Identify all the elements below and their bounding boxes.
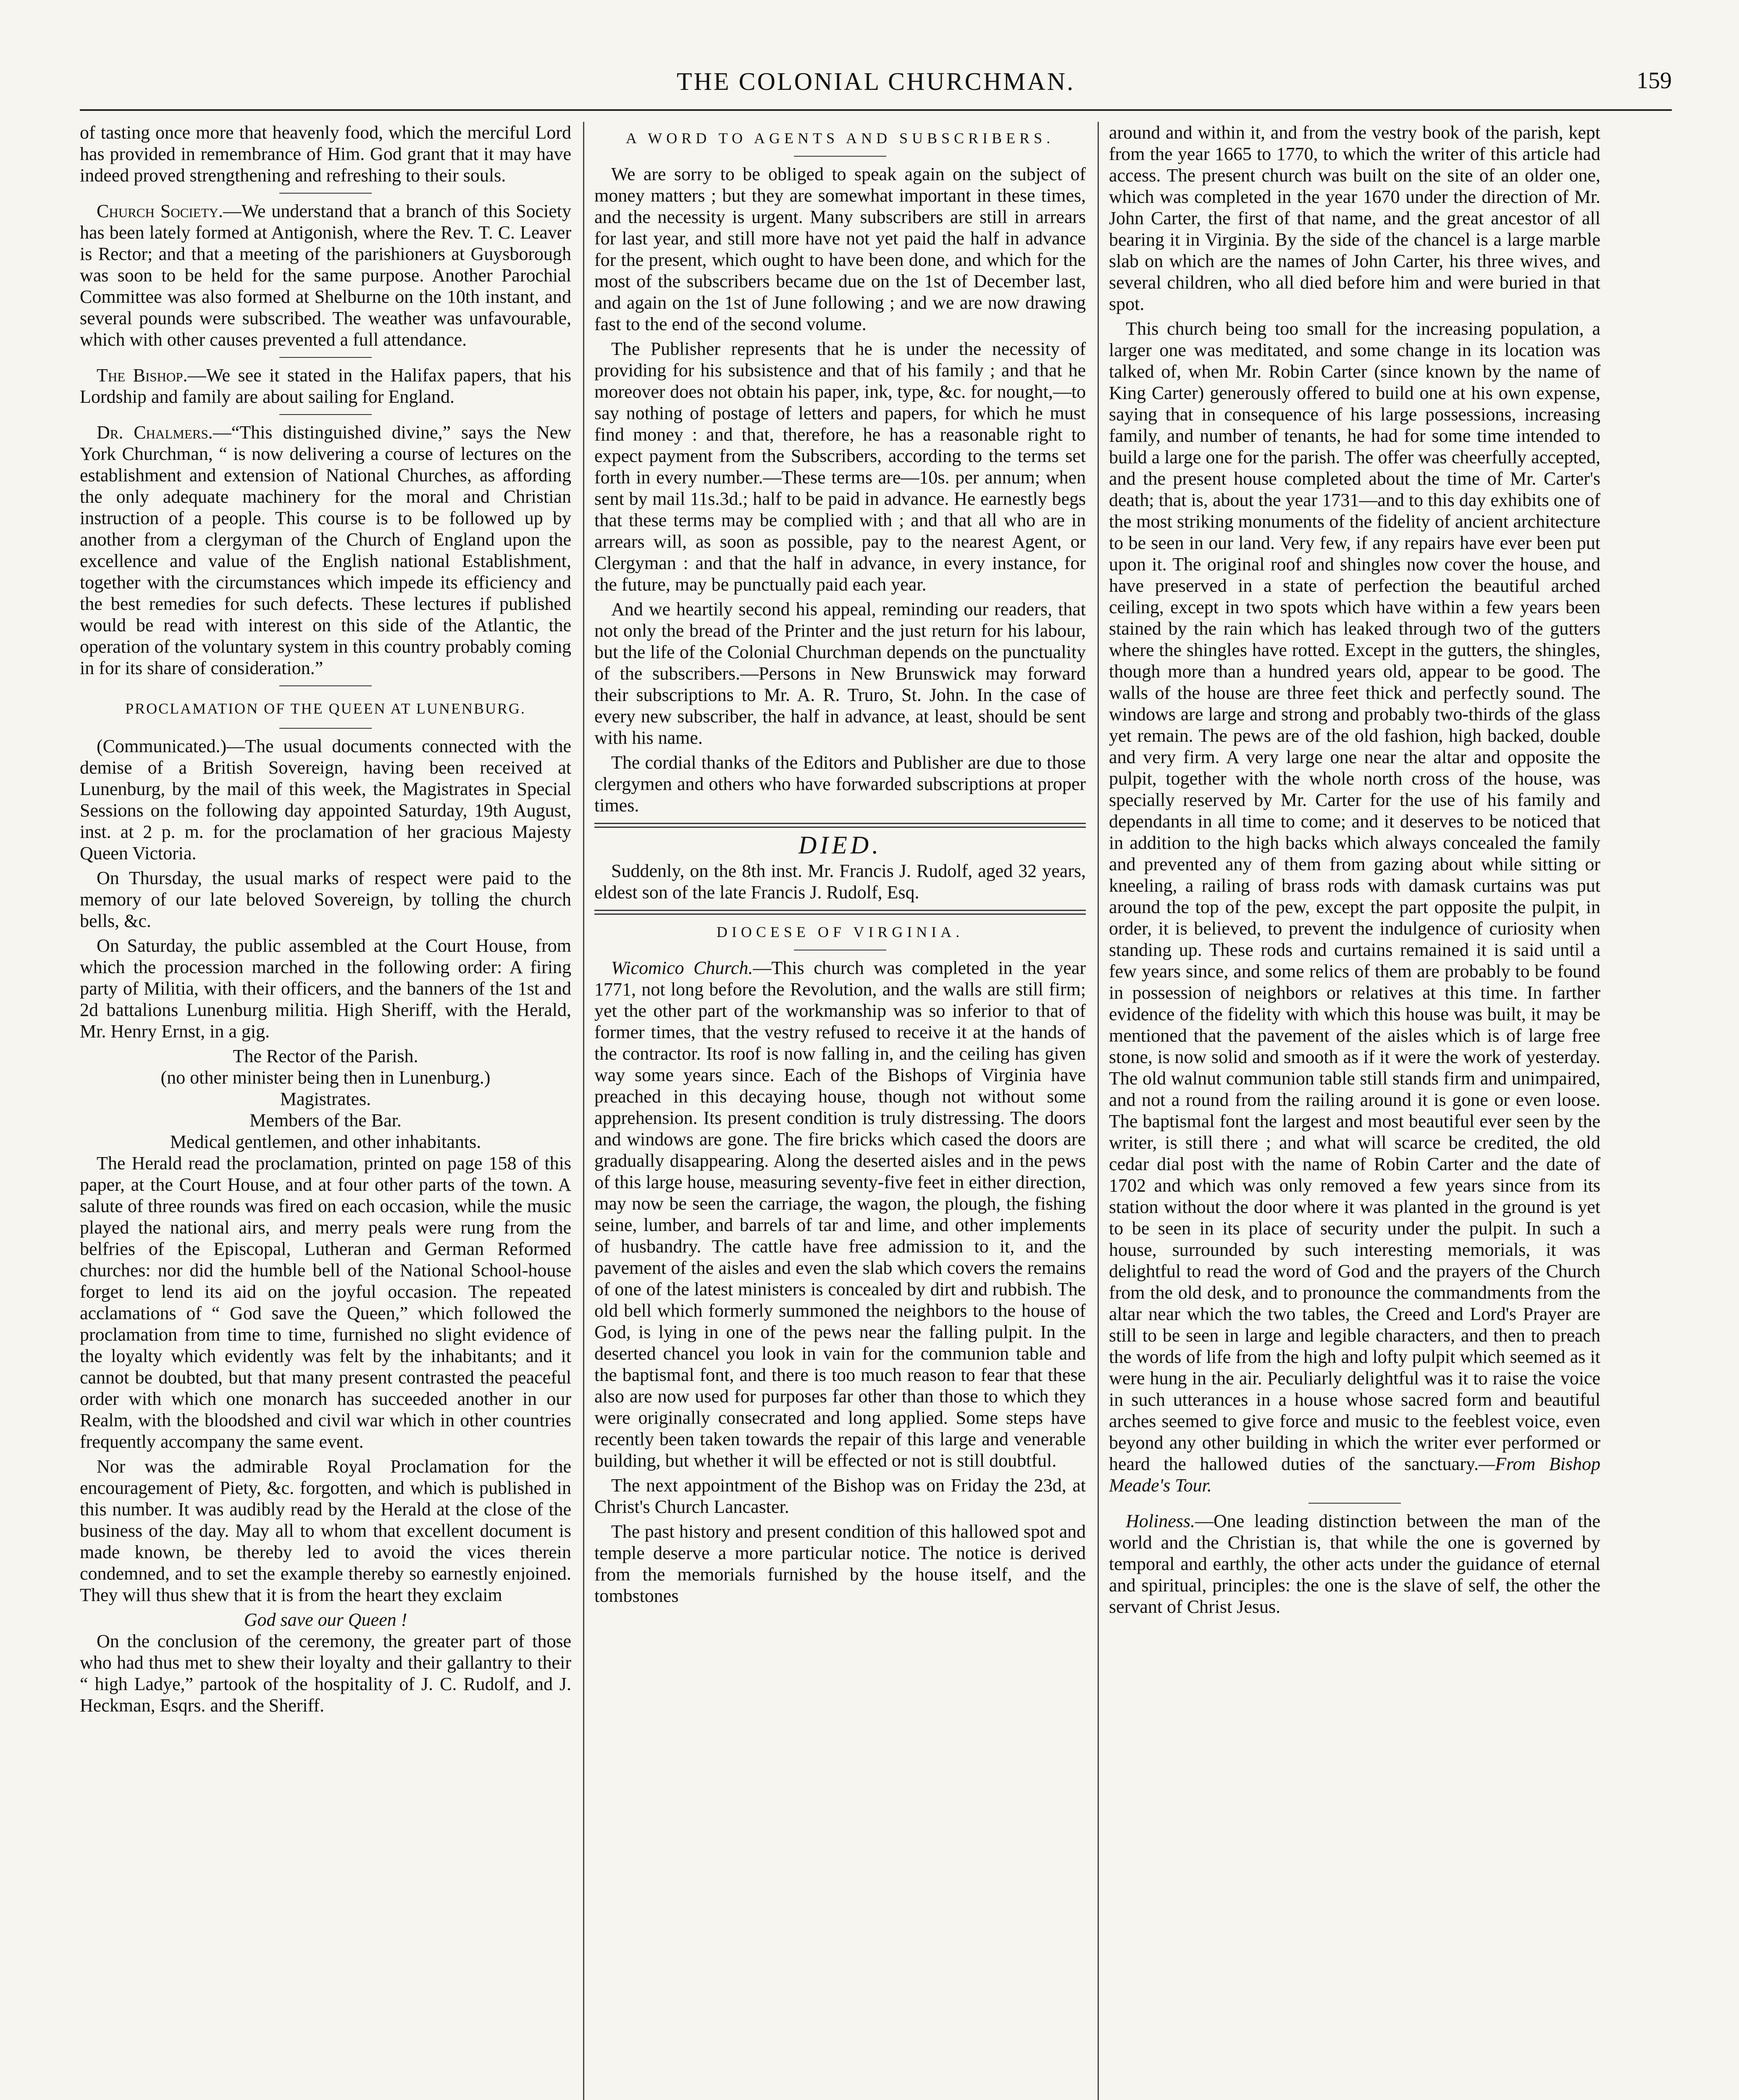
god-save-the-queen: God save our Queen ! [244, 1609, 407, 1630]
procession-order-3: Magistrates. [280, 1089, 371, 1109]
holiness-article [1109, 1510, 1600, 1617]
page-number: 159 [1637, 68, 1672, 94]
procession-order-2: (no other minister being then in Lunenburg.) [160, 1067, 491, 1088]
chalmers-article [80, 422, 571, 679]
lancaster-source: —From Bishop Meade's Tour. [1109, 1454, 1600, 1496]
lancaster-paragraph-2 [1109, 318, 1600, 1496]
wicomico-article [594, 957, 1086, 1471]
column-3 [1109, 122, 1600, 2100]
column-divider-2 [1098, 122, 1099, 2100]
header-rule [80, 109, 1672, 111]
holiness-text: —One leading distinction between the man of the world and the Christian is, that while the one is governed by temporal and earthly, the other acts under the guidance of eternal and spiritual, principles: the one is the slave of self, the other the servant of Christ Jesus. [1109, 1511, 1600, 1617]
died-heading: DIED. [798, 831, 882, 859]
agents-heading: A WORD TO AGENTS AND SUBSCRIBERS. [625, 130, 1055, 147]
separator [279, 414, 372, 415]
double-rule [594, 823, 1086, 828]
separator [279, 357, 372, 358]
double-rule [594, 910, 1086, 915]
died-notice: Suddenly, on the 8th inst. Mr. Francis J. Rudolf, aged 32 years, eldest son of the late Francis J. Rudolf, Esq. [594, 861, 1086, 903]
church-society-lead: Church Society. [97, 201, 223, 221]
proclamation-paragraph-6: On the conclusion of the ceremony, the greater part of those who had thus met to shew their loyalty and their gallantry to their “ high Ladye,” partook of the hospitality of J. C. Rudolf, and J. Heckman, Esqrs. and the Sheriff. [80, 1631, 571, 1716]
bishop-lead: The Bishop. [97, 365, 188, 386]
separator [279, 193, 372, 194]
chalmers-text: —“This distinguished divine,” says the New York Churchman, “ is now delivering a course of lectures on the establishment and extension of National Churches, as affording the only adequate machinery for the moral and Christian instruction of a people. This course is to be followed up by another from a clergyman of the Church of England upon the excellence and value of the English national Establishment, together with the circumstances which impede its efficiency and the best remedies for such defects. These lectures if published would be read with interest on this side of the Atlantic, the operation of the voluntary system in this country probably coming in for its share of consideration.” [80, 422, 571, 678]
procession-order-1: The Rector of the Parish. [233, 1046, 418, 1066]
agents-paragraph-2: The Publisher represents that he is under the necessity of providing for his subsistence and that of his family ; and that he moreover does not obtain his paper, ink, type, &c. for nought,—to say nothing of postage of letters and papers, for which he must find money : and that, therefore, he has a reasonable right to expect payment from the Subscribers, according to the terms set forth in every number.—These terms are—10s. per annum; when sent by mail 11s.3d.; half to be paid in advance. He earnestly begs that these terms may be complied with ; and that all who are in arrears will, as soon as possible, pay to the nearest Agent, or Clergyman : and that the half in advance, in every instance, for the future, may be punctually paid each year. [594, 339, 1086, 595]
page-header [80, 67, 1672, 105]
wicomico-paragraph-3: The past history and present condition of this hallowed spot and temple deserve a more particular notice. The notice is derived from the memorials furnished by the house itself, and the tombstones [594, 1521, 1086, 1606]
opening-paragraph: of tasting once more that heavenly food, which the merciful Lord has provided in remembrance of Him. God grant that it may have indeed proved strengthening and refreshing to their souls. [80, 122, 571, 186]
proclamation-heading: PROCLAMATION OF THE QUEEN AT LUNENBURG. [125, 700, 526, 717]
column-2 [594, 122, 1086, 2100]
agents-paragraph-1: We are sorry to be obliged to speak again on the subject of money matters ; but they are somewhat important in these times, and the necessity is urgent. Many subscribers are still in arrears for last year, and still more have not yet paid the half in advance for the present, which ought to have been done, and which for the most of the subscribers became due on the 1st of December last, and again on the 1st of June following ; and we are now drawing fast to the end of the second volume. [594, 164, 1086, 334]
agents-paragraph-4: The cordial thanks of the Editors and Publisher are due to those clergymen and others who have forwarded subscriptions at proper times. [594, 752, 1086, 816]
agents-paragraph-3: And we heartily second his appeal, reminding our readers, that not only the bread of the Printer and the just return for his labour, but the life of the Colonial Churchman depends on the punctuality of the subscribers.—Persons in New Brunswick may forward their subscriptions to Mr. A. R. Truro, St. John. In the case of every new subscriber, the half in advance, at least, should be sent with his name. [594, 599, 1086, 748]
separator [794, 156, 886, 157]
proclamation-paragraph-2: On Thursday, the usual marks of respect were paid to the memory of our late beloved Sovereign, by tolling the church bells, &c. [80, 868, 571, 931]
procession-order-5: Medical gentlemen, and other inhabitants. [170, 1131, 481, 1152]
separator [1308, 1503, 1401, 1504]
lancaster-text: This church being too small for the increasing population, a larger one was meditated, and some change in its location was talked of, when Mr. Robin Carter (since known by the name of King Carter) generously offered to build one at his own expense, saying that in consequence of his large possessions, increasing family, and number of tenants, he had for some time intended to build a large one for the parish. The offer was cheerfully accepted, and the present house completed about the time of Mr. Carter's death; that is, about the year 1731—and to this day exhibits one of the most striking monuments of the fidelity of ancient architecture to be seen in our land. Very few, if any repairs have ever been put upon it. The original roof and shingles now cover the house, and have preserved in a state of perfection the beautiful arched ceiling, except in two spots which have within a few years been stained by the rain which has leaked through two of the gutters where the shingles have rotted. Except in the gutters, the shingles, though more than a hundred years old, appear to be good. The walls of the house are three feet thick and perfectly sound. The windows are large and strong and probably two-thirds of the glass yet remain. The pews are of the old fashion, high backed, double and very firm. A very large one near the altar and opposite the pulpit, together with the whole north cross of the house, was specially reserved by Mr. Carter for the use of his family and dependants in all time to come; and it deserves to be noticed that in addition to the high backs which always concealed the family and prevented any of them from gazing about while sitting or kneeling, a railing of brass rods with damask curtains was put around the top of the pew, except the part opposite the pulpit, in order, it is believed, to prevent the indulgence of curiosity when standing up. These rods and curtains remained it is said until a few years since, and some relics of them are probably to be found in possession of neighbors or relatives at this time. In farther evidence of the fidelity with which this house was built, it may be mentioned that the pavement of the aisles which is of large free stone, is now solid and smooth as if it were the work of yesterday. The old walnut communion table still stands firm and unimpaired, and not a round from the railing around it is gone or even loose. The baptismal font the largest and most beautiful ever seen by the writer, is still there ; and what will scarce be credited, the old cedar dial post with the name of Robin Carter and the date of 1702 and which was only removed a few years since from its station without the door where it was planted in the ground is yet to be seen in its place of security under the pulpit. In such a house, surrounded by such interesting memorials, it was delightful to read the word of God and the prayers of the Church from the old desk, and to pronounce the commandments from the altar near which the two tables, the Creed and Lord's Prayer are still to be seen in large and legible characters, and then to preach the words of life from the high and lofty pulpit which seemed as it were hung in the air. Peculiarly delightful was it to raise the voice in such utterances in a house whose sacred form and beautiful arches seemed to give force and music to the feeblest voice, even beyond any other building in which the writer ever performed or heard the hallowed duties of the sanctuary. [1109, 318, 1600, 1474]
column-1 [80, 122, 571, 2100]
wicomico-lead: Wicomico Church. [611, 958, 753, 978]
separator [279, 728, 372, 729]
proclamation-paragraph-5: Nor was the admirable Royal Proclamation for the encouragement of Piety, &c. forgotten, and which is published in this number. It was audibly read by the Herald at the close of the business of the day. May all to whom that excellent document is made known, be thereby led to avoid the vices therein condemned, and to set the example thereby so earnestly enjoined. They will thus shew that it is from the heart they exclaim [80, 1456, 571, 1605]
church-society-article [80, 200, 571, 350]
newspaper-title: THE COLONIAL CHURCHMAN. [676, 68, 1075, 95]
wicomico-paragraph-2: The next appointment of the Bishop was on Friday the 23d, at Christ's Church Lancaster. [594, 1475, 1086, 1517]
proclamation-paragraph-1: (Communicated.)—The usual documents connected with the demise of a British Sovereign, having been received at Lunenburg, by the mail of this week, the Magistrates in Special Sessions on the following day appointed Saturday, 19th August, inst. at 2 p. m. for the proclamation of her gracious Majesty Queen Victoria. [80, 736, 571, 864]
proclamation-paragraph-4: The Herald read the proclamation, printed on page 158 of this paper, at the Court House, and at four other parts of the town. A salute of three rounds was fired on each occasion, while the music played the national airs, and merry peals were rung from the belfries of the Episcopal, Lutheran and German Reformed churches: nor did the humble bell of the National School-house forget to lend its aid on the joyful occasion. The repeated acclamations of “ God save the Queen,” which followed the proclamation from time to time, furnished no slight evidence of the loyalty which evidently was felt by the inhabitants; and it cannot be doubted, but that many present contrasted the peaceful order with which one monarch has succeeded another in our Realm, with the bloodshed and civil war which in other countries frequently accompany the same event. [80, 1153, 571, 1452]
procession-order-4: Members of the Bar. [250, 1110, 402, 1131]
wicomico-text: —This church was completed in the year 1771, not long before the Revolution, and the walls are still firm; yet the other part of the workmanship was so inferior to that of former times, that the vestry refused to receive it at the hands of the contractor. Its roof is now falling in, and the ceiling has given way some years since. Each of the Bishops of Virginia have preached in this decaying house, though not without some apprehension. Its present condition is truly distressing. The doors and windows are gone. The fire bricks which cased the doors are gradually disappearing. Along the deserted aisles and in the pews of this large house, measuring seventy-five feet in either direction, may now be seen the carriage, the wagon, the plough, the fishing seine, lumber, and barrels of tar and lime, and other implements of husbandry. The cattle have free admission to it, and the pavement of the aisles and even the slab which covers the remains of one of the latest ministers is concealed by dirt and rubbish. The old bell which formerly summoned the neighbors to the house of God, is lying in one of the pews near the falling pulpit. In the deserted chancel you look in vain for the communion table and the baptismal font, and there is too much reason to fear that these also are now used for purposes far other than those to which they were originally consecrated and long applied. Some steps have recently been taken towards the repair of this large and venerable building, but whether it will be effected or not is still doubtful. [594, 958, 1086, 1471]
bishop-article [80, 365, 571, 407]
proclamation-paragraph-3: On Saturday, the public assembled at the Court House, from which the procession marched in the following order: A firing party of Militia, with their officers, and the banners of the 1st and 2d battalions Lunenburg militia. High Sheriff, with the Herald, Mr. Henry Ernst, in a gig. [80, 935, 571, 1042]
chalmers-lead: Dr. Chalmers. [97, 422, 213, 443]
bishop-text: —We see it stated in the Halifax papers, that his Lordship and family are about sailing for England. [80, 365, 571, 407]
separator [279, 685, 372, 686]
church-society-text: —We understand that a branch of this Society has been lately formed at Antigonish, where the Rev. T. C. Leaver is Rector; and that a meeting of the parishioners at Guysborough was soon to be held for the same purpose. Another Parochial Committee was also formed at Shelburne on the 10th instant, and several pounds were subscribed. The weather was unfavourable, which with other causes prevented a full attendance. [80, 201, 571, 350]
holiness-lead: Holiness. [1126, 1511, 1195, 1531]
diocese-heading: DIOCESE OF VIRGINIA. [716, 924, 964, 940]
column-divider-1 [583, 122, 584, 2100]
lancaster-paragraph-1: around and within it, and from the vestry book of the parish, kept from the year 1665 to 1770, to which the writer of this article had access. The present church was built on the site of an older one, which was completed in the year 1670 under the direction of Mr. John Carter, the first of that name, and the great ancestor of all bearing it in Virginia. By the side of the chancel is a large marble slab on which are the names of John Carter, his three wives, and several children, who all died before him and were buried in that spot. [1109, 122, 1600, 314]
